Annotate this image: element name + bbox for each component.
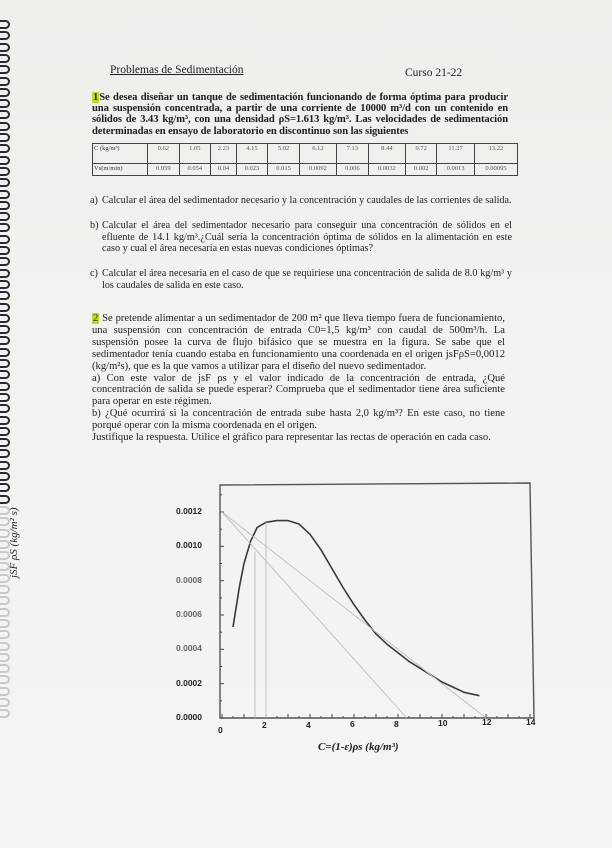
- sedimentation-data-table: [92, 143, 518, 176]
- spiral-ring: [0, 653, 10, 662]
- table-cell-concentration: 4.15: [236, 144, 268, 164]
- problem-2-intro: Se pretende alimentar a un sedimentador de 200 m² que lleva tiempo fuera de funcionamiento, una suspensión con concentración de entrada C0=1,5 kg/m³ con caudal de 500m³/h. La suspensión posee la curva de flujo bifásico que se muestra en la figura. Se sabe que el sedimentador tenía cuando estaba en funcionamiento una coordenada en el origen jsFρS=0,0012 (kg/m²s), que es la que vamos a utilizar para el diseño del nuevo sedimentador.: [92, 313, 505, 372]
- spiral-ring: [0, 110, 10, 119]
- problem-number-badge: 2: [93, 313, 99, 324]
- problem-2-part-a: a) Con este valor de jsF ρs y el valor indicado de la concentración de entrada, ¿Qué concentración de salida se puede esperar? Comprueba que el sedimentador tiene área suficiente para operar en este régimen.: [92, 372, 505, 408]
- question-label: a): [90, 195, 98, 206]
- spiral-ring: [0, 483, 10, 492]
- table-cell-concentration: 2.23: [211, 144, 237, 164]
- spiral-ring: [0, 314, 10, 323]
- table-cell-velocity: 0.059: [148, 164, 180, 176]
- table-cell-velocity: 0.0092: [299, 164, 336, 176]
- table-cell-velocity: 0.006: [337, 164, 369, 176]
- spiral-ring: [0, 325, 10, 334]
- problem-1-statement: [92, 92, 508, 137]
- spiral-ring: [0, 88, 10, 97]
- spiral-ring: [0, 438, 10, 447]
- spiral-ring: [0, 449, 10, 458]
- question-text: Calcular el área del sedimentador necesario para conseguir una concentración de sólidos en el efluente de 14.1 kg/m³.¿Cuál sería la concentración óptima de sólidos en la alimentación en este caso y cual el área necesaria en estas nuevas condiciones óptimas?: [102, 220, 512, 255]
- spiral-ring: [0, 472, 10, 481]
- spiral-ring: [0, 416, 10, 425]
- table-cell-concentration: 5.02: [268, 144, 300, 164]
- x-tick-label: 6: [350, 719, 355, 730]
- spiral-ring: [0, 687, 10, 696]
- spiral-ring: [0, 280, 10, 289]
- spiral-ring: [0, 178, 10, 187]
- spiral-ring: [0, 698, 10, 707]
- table-cell-concentration: 8.44: [368, 144, 405, 164]
- table-cell-concentration: 7.13: [337, 144, 369, 164]
- spiral-ring: [0, 495, 10, 504]
- row-header-velocity: Vs(m/min): [93, 164, 148, 176]
- spiral-ring: [0, 77, 10, 86]
- table-cell-concentration: 11.27: [437, 144, 474, 164]
- spiral-ring: [0, 212, 10, 221]
- table-cell-concentration: 13.22: [474, 144, 517, 164]
- spiral-ring: [0, 167, 10, 176]
- operating-line: [222, 512, 407, 718]
- spiral-ring: [0, 336, 10, 345]
- spiral-ring: [0, 596, 10, 605]
- y-tick-label: 0.0012: [176, 506, 202, 516]
- table-cell-velocity: 0.04: [211, 164, 237, 176]
- spiral-ring: [0, 133, 10, 142]
- table-cell-velocity: 0.00095: [474, 164, 517, 176]
- x-axis-label: C=(1-ε)ρs (kg/m³): [318, 741, 399, 753]
- spiral-ring: [0, 348, 10, 357]
- y-tick-label: 0.0004: [176, 643, 202, 654]
- spiral-ring: [0, 461, 10, 470]
- spiral-ring: [0, 65, 10, 74]
- spiral-ring: [0, 122, 10, 131]
- spiral-ring: [0, 585, 10, 594]
- table-cell-concentration: 0.62: [148, 144, 180, 164]
- spiral-ring: [0, 404, 10, 413]
- y-tick-label: 0.0002: [176, 677, 202, 688]
- y-tick-label: 0.0000: [176, 712, 202, 722]
- spiral-ring: [0, 43, 10, 52]
- x-tick-label: 8: [394, 718, 399, 729]
- question-label: b): [90, 220, 99, 231]
- spiral-ring: [0, 630, 10, 639]
- spiral-ring: [0, 291, 10, 300]
- spiral-ring: [0, 235, 10, 244]
- question-a: [90, 195, 512, 207]
- spiral-ring: [0, 664, 10, 673]
- table-cell-concentration: 9.72: [405, 144, 437, 164]
- course-label: Curso 21-22: [405, 67, 463, 79]
- spiral-ring: [0, 393, 10, 402]
- x-tick-label: 10: [438, 718, 448, 728]
- row-header-concentration: C (kg/m³): [93, 144, 148, 164]
- table-row-velocity: [93, 164, 518, 176]
- problem-2-closing: Justifique la respuesta. Utilice el gráfico para representar las rectas de operación en cada caso.: [92, 432, 491, 444]
- spiral-binding: [0, 20, 14, 720]
- table-cell-velocity: 0.0013: [437, 164, 474, 176]
- x-tick-label: 12: [482, 717, 492, 728]
- x-tick-label: 14: [526, 716, 536, 727]
- question-c: [90, 268, 512, 291]
- spiral-ring: [0, 20, 10, 29]
- x-tick-label: 2: [262, 720, 267, 731]
- spiral-ring: [0, 223, 10, 232]
- operating-line: [222, 512, 486, 718]
- spiral-ring: [0, 370, 10, 379]
- spiral-ring: [0, 99, 10, 108]
- question-text: Calcular el área del sedimentador necesario y la concentración y caudales de las corrientes de salida.: [102, 195, 512, 206]
- y-axis-label: jSF ρS (kg/m² s): [8, 507, 20, 578]
- table-cell-velocity: 0.054: [179, 164, 211, 176]
- flux-curve-line: [233, 521, 479, 696]
- spiral-ring: [0, 31, 10, 40]
- question-label: c): [90, 268, 98, 279]
- spiral-ring: [0, 608, 10, 617]
- question-text: Calcular el área necesaria en el caso de que se requiriese una concentración de salida de 8.0 kg/m³ y los caudales de salida en este caso.: [102, 268, 512, 291]
- spiral-ring: [0, 359, 10, 368]
- problem-1-intro: Se desea diseñar un tanque de sedimentación funcionando de forma óptima para producir una suspensión concentrada, a partir de una corriente de 10000 m³/d con un contenido en sólidos de 3.43 kg/m³, con una densidad ρS=1.613 kg/m³. Las velocidades de sedimentación determinadas en ensayo de laboratorio en discontinuo son las siguientes: [92, 92, 508, 137]
- problem-2-part-b: b) ¿Qué ocurrirá si la concentración de entrada sube hasta 2,0 kg/m³? En este caso, no tiene porqué operar con la misma coordenada en el origen.: [92, 408, 505, 432]
- table-cell-concentration: 1.05: [179, 144, 211, 164]
- spiral-ring: [0, 675, 10, 684]
- spiral-ring: [0, 144, 10, 153]
- spiral-ring: [0, 269, 10, 278]
- y-tick-label: 0.0010: [176, 540, 202, 551]
- problem-2-statement: [92, 313, 505, 444]
- spiral-ring: [0, 54, 10, 63]
- problem-number-badge: 1: [93, 92, 99, 103]
- table-cell-velocity: 0.015: [268, 164, 300, 176]
- x-tick-label: 4: [306, 719, 311, 730]
- table-cell-velocity: 0.002: [405, 164, 437, 176]
- spiral-ring: [0, 642, 10, 651]
- spiral-ring: [0, 427, 10, 436]
- spiral-ring: [0, 257, 10, 266]
- table-row-concentration: [93, 144, 518, 164]
- y-tick-label: 0.0006: [176, 609, 202, 619]
- document-title: Problemas de Sedimentación: [110, 64, 244, 76]
- spiral-ring: [0, 382, 10, 391]
- table-cell-velocity: 0.023: [236, 164, 268, 176]
- spiral-ring: [0, 246, 10, 255]
- spiral-ring: [0, 619, 10, 628]
- question-b: [90, 220, 512, 255]
- spiral-ring: [0, 201, 10, 210]
- spiral-ring: [0, 709, 10, 718]
- x-tick-label: 0: [218, 725, 223, 735]
- spiral-ring: [0, 303, 10, 312]
- plot-frame: [220, 483, 534, 718]
- spiral-ring: [0, 190, 10, 199]
- table-cell-concentration: 6.12: [299, 144, 336, 164]
- y-tick-label: 0.0008: [176, 574, 202, 585]
- table-cell-velocity: 0.0032: [368, 164, 405, 176]
- spiral-ring: [0, 156, 10, 165]
